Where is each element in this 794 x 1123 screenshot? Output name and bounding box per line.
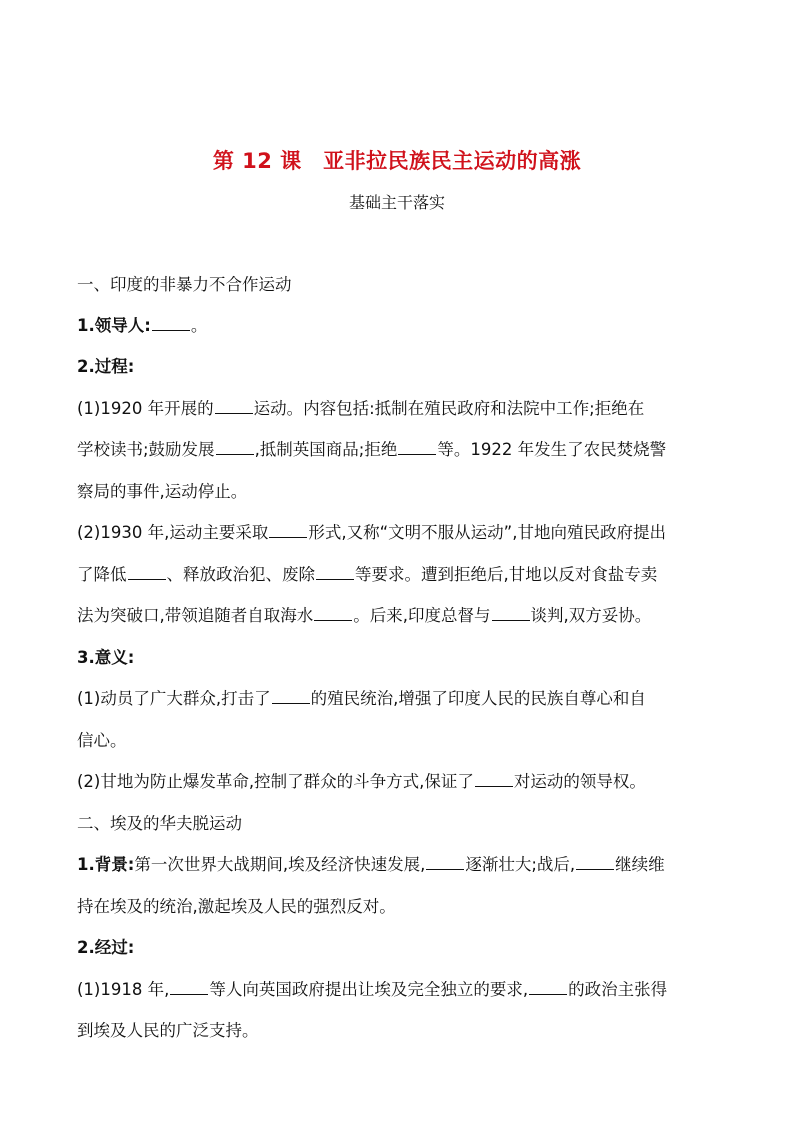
fill-blank[interactable] (272, 689, 310, 704)
list-item-course (77, 936, 134, 960)
fill-blank[interactable] (152, 316, 190, 331)
text-line: 学校读书;鼓励发展 ,抵制英国商品;拒绝 等。1922 年发生了农民焚烧警 (77, 440, 667, 459)
fill-blank[interactable] (215, 399, 253, 414)
fill-blank[interactable] (492, 606, 530, 621)
lesson-title: 第 12 课 亚非拉民族民主运动的高涨 (212, 149, 582, 173)
item-label: 1.领导人: (77, 316, 151, 335)
text-line: (2)1930 年,运动主要采取 形式,又称“文明不服从运动”,甘地向殖民政府提出 (77, 523, 666, 542)
item-label: 2.过程: (77, 357, 135, 376)
text-line: 法为突破口,带领追随者自取海水 。后来,印度总督与 谈判,双方妥协。 (77, 606, 652, 625)
section-heading-egypt: 二、埃及的华夫脱运动 (77, 814, 242, 833)
fill-blank[interactable] (216, 440, 254, 455)
fill-blank[interactable] (529, 980, 567, 995)
fill-blank[interactable] (475, 772, 513, 787)
fill-blank[interactable] (576, 855, 614, 870)
text-line: 到埃及人民的广泛支持。 (77, 1021, 259, 1040)
section-heading-india: 一、印度的非暴力不合作运动 (77, 275, 292, 294)
fill-blank[interactable] (269, 523, 307, 538)
text-line: (1)1918 年, 等人向英国政府提出让埃及完全独立的要求, 的政治主张得 (77, 980, 668, 999)
text-line: (1)1920 年开展的 运动。内容包括:抵制在殖民政府和法院中工作;拒绝在 (77, 399, 645, 418)
fill-blank[interactable] (426, 855, 464, 870)
list-item-process (77, 355, 134, 379)
text-line: 了降低 、释放政治犯、废除 等要求。遭到拒绝后,甘地以反对食盐专卖 (77, 565, 658, 584)
text-line: 察局的事件,运动停止。 (77, 482, 248, 501)
item-label: 2.经过: (77, 938, 135, 957)
item-label: 3.意义: (77, 648, 135, 667)
list-item-leader: 1.领导人: 。 (77, 316, 208, 335)
fill-blank[interactable] (316, 565, 354, 580)
item-label: 1.背景: (77, 855, 135, 874)
text-line: (2)甘地为防止爆发革命,控制了群众的斗争方式,保证了 对运动的领导权。 (77, 772, 646, 791)
list-item-significance (77, 646, 134, 670)
fill-blank[interactable] (170, 980, 208, 995)
fill-blank[interactable] (128, 565, 166, 580)
section-subtitle: 基础主干落实 (348, 193, 445, 212)
text-line: 信心。 (77, 731, 127, 750)
text-line: 持在埃及的统治,激起埃及人民的强烈反对。 (77, 897, 396, 916)
fill-blank[interactable] (314, 606, 352, 621)
text-line: (1)动员了广大群众,打击了 的殖民统治,增强了印度人民的民族自尊心和自 (77, 689, 646, 708)
list-item-background: 1.背景:第一次世界大战期间,埃及经济快速发展, 逐渐壮大;战后, 继续维 (77, 855, 665, 874)
fill-blank[interactable] (398, 440, 436, 455)
